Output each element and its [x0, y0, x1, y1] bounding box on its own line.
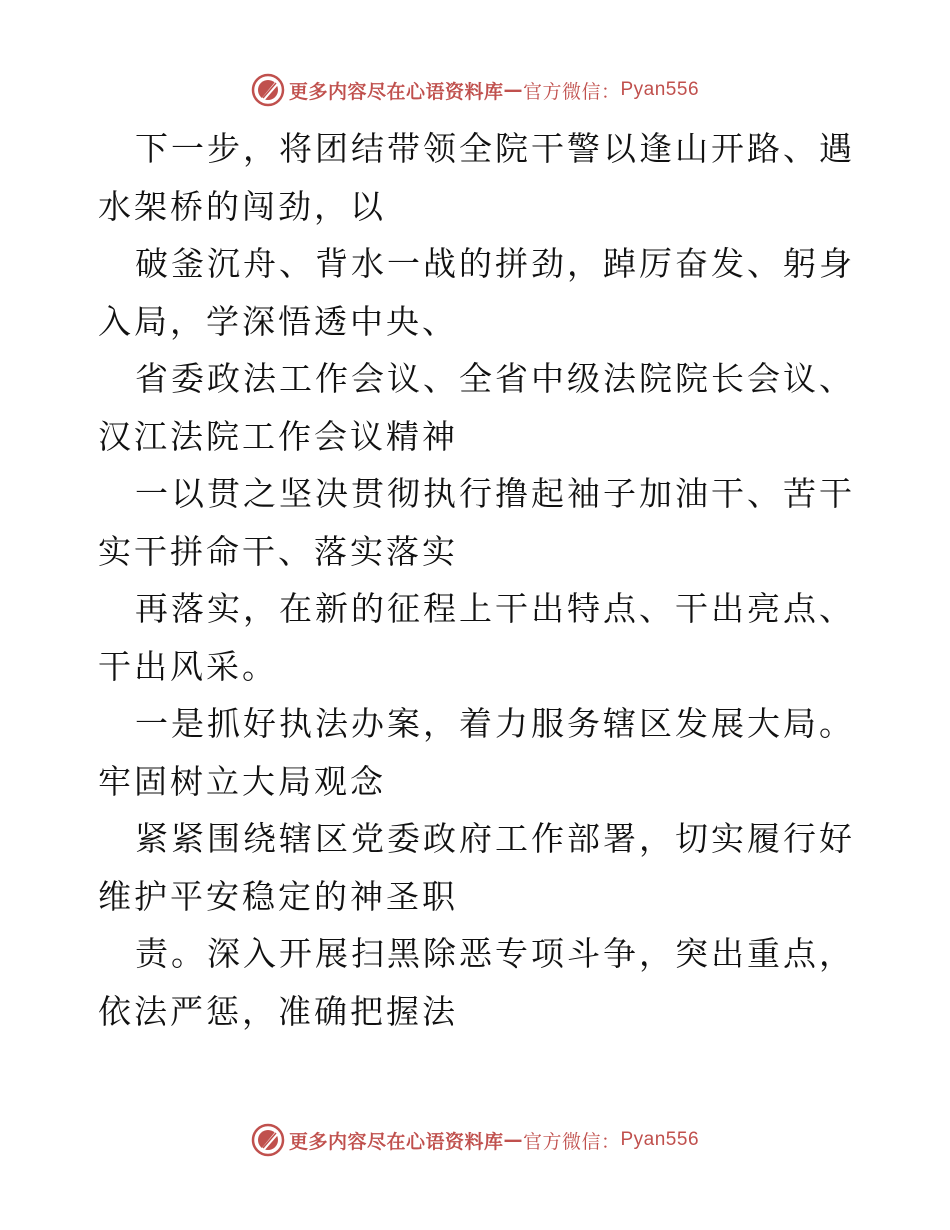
footer-contact-label: 官方微信： — [522, 1130, 621, 1153]
paragraph-7: 紧紧围绕辖区党委政府工作部署，切实履行好维护平安稳定的神圣职 — [98, 819, 855, 916]
paragraph-1: 下一步，将团结带领全院干警以逢山开路、遇水架桥的闯劲，以 — [98, 129, 855, 226]
paragraph-3: 省委政法工作会议、全省中级法院院长会议、汉江法院工作会议精神 — [98, 359, 855, 456]
header-contact-label: 官方微信： — [522, 80, 621, 103]
header-contact-account: Pyan556 — [620, 79, 700, 100]
footer-watermark-banner — [0, 1120, 950, 1160]
footer-brand-text: 更多内容尽在心语资料库 — [288, 1130, 504, 1153]
paragraph-6: 一是抓好执法办案，着力服务辖区发展大局。牢固树立大局观念 — [98, 704, 855, 801]
document-body — [98, 120, 858, 1040]
header-watermark-banner — [0, 70, 950, 110]
paragraph-4: 一以贯之坚决贯彻执行撸起袖子加油干、苦干实干拼命干、落实落实 — [98, 474, 855, 571]
pen-logo-icon — [251, 1123, 285, 1157]
header-separator: — — [503, 79, 523, 101]
paragraph-8: 责。深入开展扫黑除恶专项斗争，突出重点，依法严惩，准确把握法 — [98, 934, 855, 1031]
paragraph-2: 破釜沉舟、背水一战的拼劲，踔厉奋发、躬身入局，学深悟透中央、 — [98, 244, 855, 341]
paragraph-5: 再落实，在新的征程上干出特点、干出亮点、干出风采。 — [98, 589, 855, 686]
header-brand-text: 更多内容尽在心语资料库 — [288, 80, 504, 103]
pen-logo-icon — [251, 73, 285, 107]
footer-contact-account: Pyan556 — [620, 1129, 700, 1150]
footer-separator: — — [503, 1129, 523, 1151]
